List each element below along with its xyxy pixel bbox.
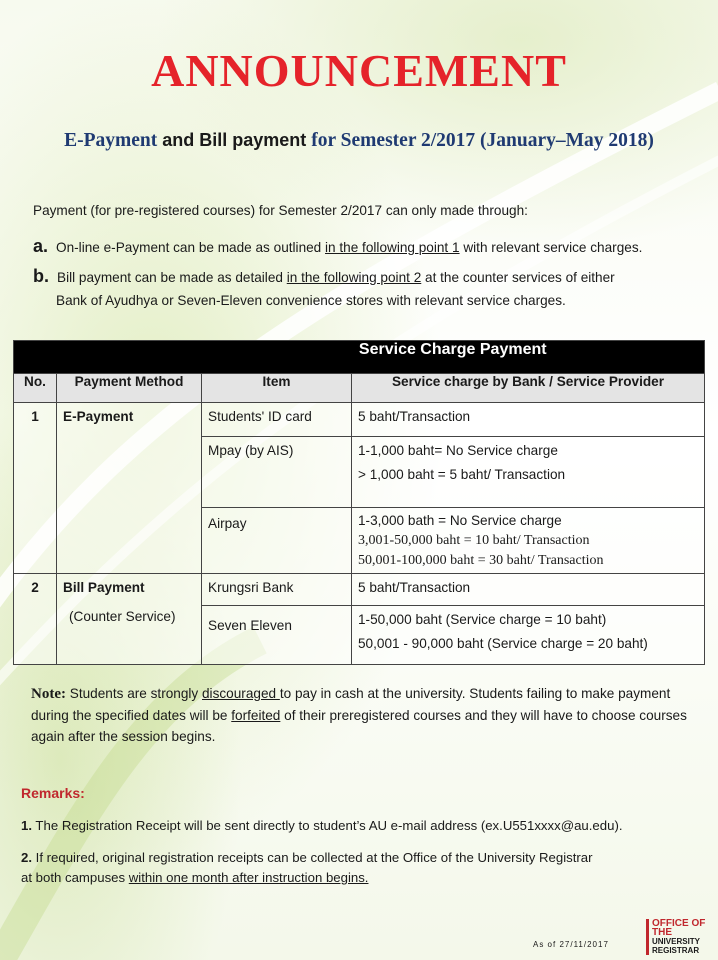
option-b-text: Bill payment can be made as detailed (57, 270, 287, 285)
option-b-letter: b. (33, 266, 49, 286)
subtitle-part3: for Semester 2/2017 (January–May 2018) (311, 130, 654, 151)
intro-text: Payment (for pre-registered courses) for Semester 2/2017 can only made through: (33, 203, 528, 218)
logo-line-3: REGISTRAR (652, 946, 700, 955)
row1-item3-charge1: 1-3,000 bath = No Service charge (358, 513, 562, 528)
row1-item1-charge: 5 baht/Transaction (352, 403, 705, 437)
subtitle-part1: E-Payment (64, 130, 158, 151)
row2-item2: Seven Eleven (202, 606, 352, 665)
row2-item2-charge2: 50,001 - 90,000 baht (Service charge = 20 baht) (358, 636, 648, 651)
row2-method: Bill Payment (63, 580, 145, 595)
col-header-item: Item (202, 374, 352, 403)
remark-1-number: 1. (21, 818, 32, 833)
registrar-logo (646, 919, 718, 955)
option-a (33, 236, 642, 257)
row1-item1: Students' ID card (202, 403, 352, 437)
remark-2 (21, 848, 593, 868)
note-label: Note: (31, 686, 66, 702)
option-b (33, 266, 615, 287)
row1-method: E-Payment (57, 403, 202, 574)
col-header-method: Payment Method (57, 374, 202, 403)
table-row (14, 403, 705, 437)
note-underline-1: discouraged (202, 686, 280, 701)
note-underline-2: forfeited (231, 708, 281, 723)
row2-item1-charge: 5 baht/Transaction (352, 574, 705, 606)
note-text-3: of their preregistered courses and they will have to choose courses again after the session begins. (31, 708, 687, 744)
as-of-date: As of 27/11/2017 (533, 940, 609, 949)
row2-item1: Krungsri Bank (202, 574, 352, 606)
remark-2-number: 2. (21, 850, 32, 865)
subtitle (0, 130, 718, 152)
table-band-left (14, 341, 202, 374)
option-a-text-end: with relevant service charges. (459, 240, 643, 255)
subtitle-part2: and Bill payment (157, 130, 312, 150)
option-b-text-end: at the counter services of either (421, 270, 615, 285)
col-header-charge: Service charge by Bank / Service Provider (352, 374, 705, 403)
row1-no: 1 (14, 403, 57, 574)
table-row (14, 574, 705, 606)
option-b-line2: Bank of Ayudhya or Seven-Eleven convenience stores with relevant service charges. (56, 293, 566, 308)
service-charge-table (13, 340, 705, 665)
row2-method-sub: (Counter Service) (69, 609, 176, 624)
table-caption: Service Charge Payment (202, 341, 705, 374)
row2-item2-charge1: 1-50,000 baht (Service charge = 10 baht) (358, 612, 607, 627)
remark-2-line2 (21, 868, 368, 888)
option-a-text: On-line e-Payment can be made as outlined (56, 240, 326, 255)
remark-2-text-2: at both campuses (21, 870, 129, 885)
row1-item2: Mpay (by AIS) (202, 437, 352, 508)
row1-item3-charge3: 50,001-100,000 baht = 30 baht/ Transaction (358, 553, 604, 568)
row1-item2-charge2: > 1,000 baht = 5 baht/ Transaction (358, 467, 566, 482)
option-b-link[interactable]: in the following point 2 (286, 270, 422, 285)
note-text-2: to pay in cash at the university. Students failing to make payment during the specified dates will be (31, 686, 671, 723)
logo-line-2: UNIVERSITY (652, 937, 701, 946)
row1-item2-charge1: 1-1,000 baht= No Service charge (358, 443, 558, 458)
row1-item3: Airpay (202, 508, 352, 574)
page-title: ANNOUNCEMENT (151, 45, 567, 96)
logo-line-1: OFFICE OF THE (652, 918, 706, 938)
remarks-heading: Remarks: (21, 785, 85, 801)
option-a-link[interactable]: in the following point 1 (325, 240, 460, 255)
note-paragraph (31, 683, 691, 747)
remark-2-text: If required, original registration receipts can be collected at the Office of the University Registrar (32, 850, 593, 865)
note-text-1: Students are strongly (65, 686, 202, 701)
col-header-no: No. (14, 374, 57, 403)
remark-1-text: The Registration Receipt will be sent directly to student’s AU e-mail address (ex.U551xxxx@au.edu). (32, 818, 623, 833)
remark-1 (21, 816, 623, 836)
row1-item3-charge2: 3,001-50,000 baht = 10 baht/ Transaction (358, 533, 590, 548)
option-a-letter: a. (33, 236, 49, 256)
remark-2-underlined: within one month after instruction begins. (128, 870, 369, 885)
row2-no: 2 (14, 574, 57, 665)
